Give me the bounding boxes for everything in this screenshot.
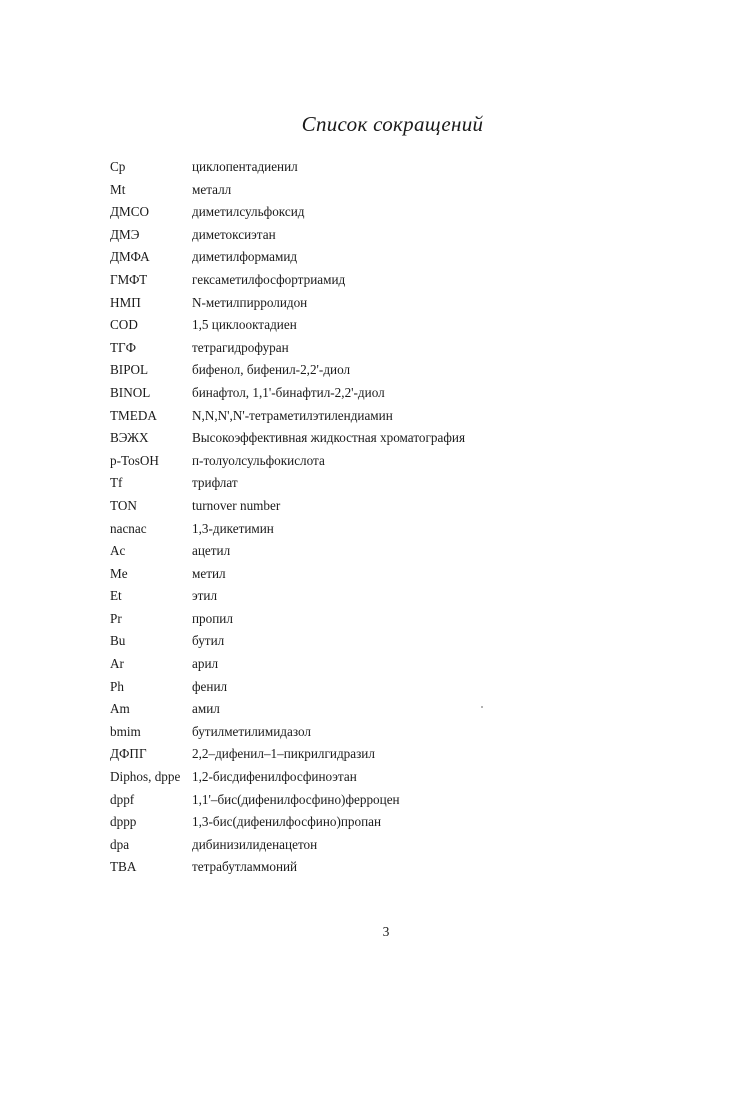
abbreviation-definition: пропил bbox=[192, 610, 233, 626]
abbreviation-definition: диметилформамид bbox=[192, 249, 298, 265]
abbreviation-term: ВЭЖХ bbox=[110, 430, 149, 446]
abbreviation-row bbox=[110, 834, 670, 857]
abbreviation-row bbox=[110, 585, 670, 608]
abbreviation-term: ДФПГ bbox=[110, 746, 147, 762]
abbreviation-term: ГМФТ bbox=[110, 271, 148, 287]
abbreviation-definition: turnover number bbox=[192, 497, 281, 513]
abbreviation-row bbox=[110, 495, 670, 518]
abbreviation-term: TMEDA bbox=[110, 407, 157, 423]
abbreviation-term: Am bbox=[110, 701, 130, 717]
abbreviation-term: dppf bbox=[110, 791, 135, 807]
abbreviation-definition: ацетил bbox=[192, 543, 231, 559]
abbreviation-row bbox=[110, 653, 670, 676]
abbreviation-definition: фенил bbox=[192, 678, 228, 694]
abbreviation-row bbox=[110, 201, 670, 224]
abbreviation-definition: диметилсульфоксид bbox=[192, 204, 305, 220]
abbreviation-term: Pr bbox=[110, 610, 122, 626]
abbreviation-definition: бутилметилимидазол bbox=[192, 723, 311, 739]
abbreviation-row bbox=[110, 608, 670, 631]
abbreviation-definition: бутил bbox=[192, 633, 225, 649]
abbreviation-row bbox=[110, 246, 670, 269]
abbreviation-term: p-TosOH bbox=[110, 452, 159, 468]
abbreviation-definition: 1,1'–бис(дифенилфосфино)ферроцен bbox=[192, 791, 400, 807]
abbreviation-definition: бифенол, бифенил-2,2'-диол bbox=[192, 362, 351, 378]
abbreviation-definition: Высокоэффективная жидкостная хроматография bbox=[192, 430, 466, 446]
abbreviation-row bbox=[110, 427, 670, 450]
abbreviation-row bbox=[110, 359, 670, 382]
abbreviation-row bbox=[110, 540, 670, 563]
abbreviation-definition: трифлат bbox=[192, 475, 238, 491]
abbreviation-row bbox=[110, 314, 670, 337]
abbreviation-term: COD bbox=[110, 317, 138, 333]
abbreviation-term: BINOL bbox=[110, 384, 151, 400]
abbreviation-term: dppp bbox=[110, 814, 137, 830]
abbreviation-row bbox=[110, 743, 670, 766]
abbreviation-row bbox=[110, 405, 670, 428]
abbreviation-definition: дибинизилиденацетон bbox=[192, 836, 318, 852]
abbreviation-term: Cp bbox=[110, 159, 126, 174]
abbreviation-definition: гексаметилфосфортриамид bbox=[192, 271, 346, 287]
abbreviation-definition: этил bbox=[192, 588, 218, 604]
abbreviation-definition: тетрабутламмоний bbox=[192, 859, 298, 875]
abbreviation-term: TBA bbox=[110, 859, 137, 875]
abbreviation-term: nacnac bbox=[110, 520, 147, 536]
abbreviation-term: Tf bbox=[110, 475, 123, 491]
abbreviation-term: Diphos, dppe bbox=[110, 769, 181, 785]
abbreviation-row bbox=[110, 766, 670, 789]
abbreviation-term: НМП bbox=[110, 294, 141, 310]
abbreviation-term: TON bbox=[110, 497, 137, 513]
abbreviation-term: ДМЭ bbox=[110, 226, 140, 242]
abbreviation-term: BIPOL bbox=[110, 362, 149, 378]
abbreviation-row bbox=[110, 630, 670, 653]
abbreviation-term: Bu bbox=[110, 633, 126, 649]
abbreviation-definition: N,N,N',N'-тетраметилэтилендиамин bbox=[192, 407, 393, 423]
abbreviation-term: Ar bbox=[110, 656, 124, 672]
abbreviation-definition: 1,3-бис(дифенилфосфино)пропан bbox=[192, 814, 382, 830]
abbreviation-definition: п-толуолсульфокислота bbox=[192, 452, 325, 468]
abbreviation-row bbox=[110, 789, 670, 812]
abbreviation-row bbox=[110, 156, 670, 179]
abbreviation-row bbox=[110, 292, 670, 315]
abbreviation-row bbox=[110, 721, 670, 744]
abbreviation-row bbox=[110, 518, 670, 541]
abbreviation-term: dpa bbox=[110, 836, 130, 852]
abbreviation-definition: диметоксиэтан bbox=[192, 226, 276, 242]
abbreviation-term: ДМСО bbox=[110, 204, 150, 220]
abbreviation-definition: циклопентадиенил bbox=[192, 159, 298, 174]
abbreviation-definition: N-метилпирролидон bbox=[192, 294, 308, 310]
abbreviation-row bbox=[110, 382, 670, 405]
abbreviation-definition: 2,2–дифенил–1–пикрилгидразил bbox=[192, 746, 375, 762]
abbreviation-row bbox=[110, 337, 670, 360]
abbreviation-term: ДМФА bbox=[110, 249, 150, 265]
scan-speck bbox=[481, 706, 483, 708]
abbreviation-definition: металл bbox=[192, 181, 232, 197]
abbreviation-row bbox=[110, 856, 670, 879]
abbreviation-definition: 1,2-бисдифенилфосфиноэтан bbox=[192, 769, 357, 785]
abbreviation-term: ТГФ bbox=[110, 339, 137, 355]
abbreviation-definition: метил bbox=[192, 565, 226, 581]
abbreviation-definition: 1,5 циклооктадиен bbox=[192, 317, 297, 333]
abbreviation-row bbox=[110, 698, 670, 721]
abbreviation-row bbox=[110, 811, 670, 834]
abbreviation-definition: амил bbox=[192, 701, 220, 717]
abbreviation-list bbox=[110, 156, 670, 879]
abbreviation-row bbox=[110, 224, 670, 247]
abbreviation-term: bmim bbox=[110, 723, 141, 739]
page-title: Список сокращений bbox=[301, 112, 484, 136]
abbreviation-row bbox=[110, 563, 670, 586]
abbreviation-row bbox=[110, 450, 670, 473]
abbreviation-row bbox=[110, 472, 670, 495]
abbreviation-row bbox=[110, 269, 670, 292]
abbreviation-definition: бинафтол, 1,1'-бинафтил-2,2'-диол bbox=[192, 384, 385, 400]
abbreviation-term: Mt bbox=[110, 181, 126, 197]
abbreviation-term: Me bbox=[110, 565, 128, 581]
abbreviation-definition: 1,3-дикетимин bbox=[192, 520, 274, 536]
abbreviation-definition: арил bbox=[192, 656, 219, 672]
abbreviation-term: Ph bbox=[110, 678, 124, 694]
page-number: 3 bbox=[382, 924, 390, 939]
abbreviation-row bbox=[110, 676, 670, 699]
abbreviation-row bbox=[110, 179, 670, 202]
abbreviation-term: Ac bbox=[110, 543, 126, 559]
abbreviation-definition: тетрагидрофуран bbox=[192, 339, 289, 355]
abbreviation-term: Et bbox=[110, 588, 122, 604]
